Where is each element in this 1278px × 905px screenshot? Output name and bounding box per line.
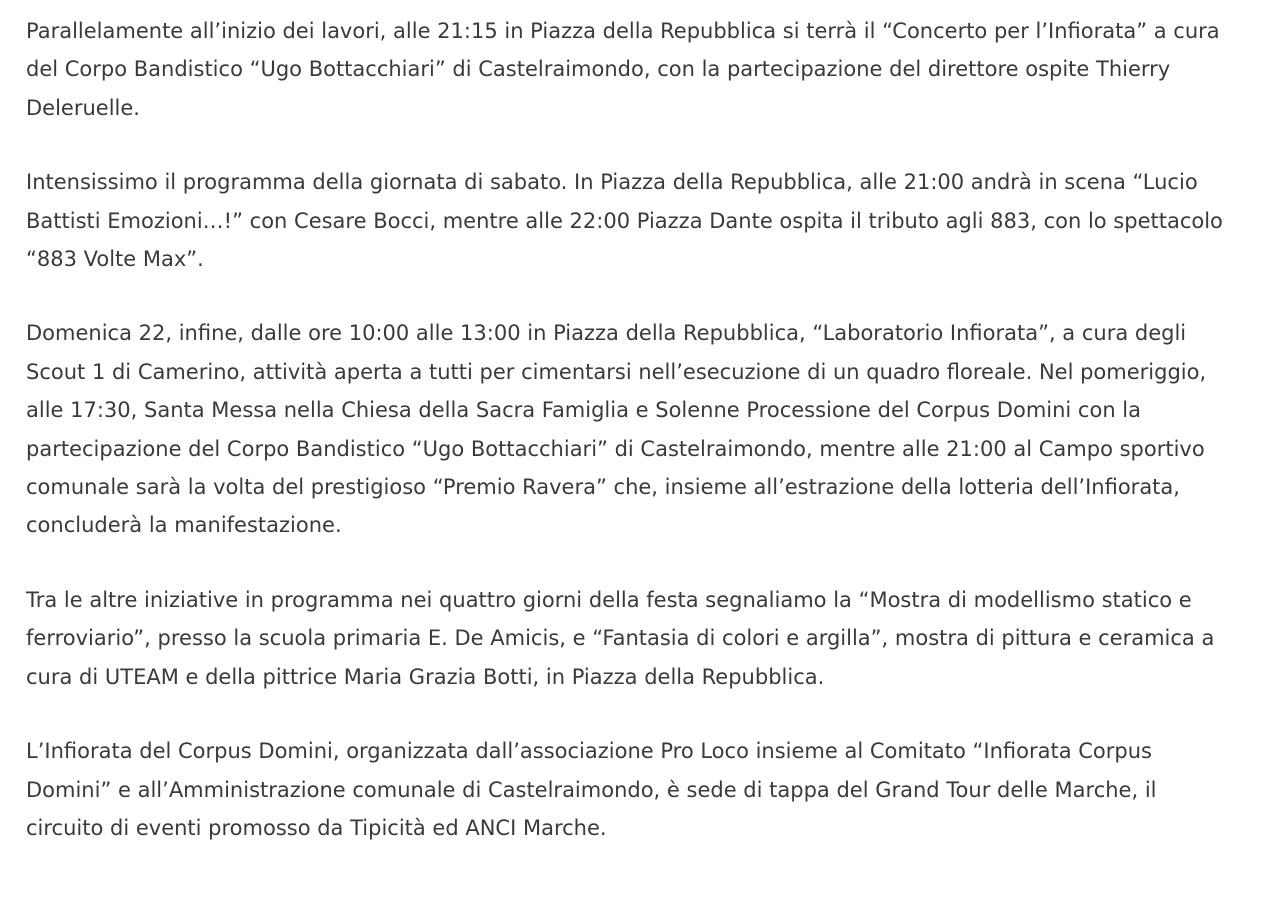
paragraph-infiorata: L’Infiorata del Corpus Domini, organizzata dall’associazione Pro Loco insieme al Comitato “Infiorata Corpus Domini” e all’Amministrazione comunale di Castelraimondo, è sede di tappa del Grand Tour delle Marche, il circuito di eventi promosso da Tipicità ed ANCI Marche.	[26, 739, 1157, 840]
paragraph-sabato: Intensissimo il programma della giornata di sabato. In Piazza della Repubblica, alle 21:00 andrà in scena “Lucio Battisti Emozioni…!” con Cesare Bocci, mentre alle 22:00 Piazza Dante ospita il tributo agli 883, con lo spettacolo “883 Volte Max”.	[26, 170, 1223, 272]
paragraph-domenica: Domenica 22, infine, dalle ore 10:00 alle 13:00 in Piazza della Repubblica, “Laboratorio Infiorata”, a cura degli Scout 1 di Camerino, attività aperta a tutti per cimentarsi nell’esecuzione di un quadro floreale. Nel pomeriggio, alle 17:30, Santa Messa nella Chiesa della Sacra Famiglia e Solenne Processione del Corpus Domini con la partecipazione del Corpo Bandistico “Ugo Bottacchiari” di Castelraimondo, mentre alle 21:00 al Campo sportivo comunale sarà la volta del prestigioso “Premio Ravera” che, insieme all’estrazione della lotteria dell’Infiorata, concluderà la manifestazione.	[26, 321, 1207, 538]
article-body	[26, 12, 1238, 847]
paragraph-concerto: Parallelamente all’inizio dei lavori, alle 21:15 in Piazza della Repubblica si terrà il “Concerto per l’Infiorata” a cura del Corpo Bandistico “Ugo Bottacchiari” di Castelraimondo, con la partecipazione del direttore ospite Thierry Deleruelle.	[26, 19, 1220, 120]
paragraph-iniziative: Tra le altre iniziative in programma nei quattro giorni della festa segnaliamo la “Mostra di modellismo statico e ferroviario”, presso la scuola primaria E. De Amicis, e “Fantasia di colori e argilla”, mostra di pittura e ceramica a cura di UTEAM e della pittrice Maria Grazia Botti, in Piazza della Repubblica.	[26, 587, 1215, 689]
